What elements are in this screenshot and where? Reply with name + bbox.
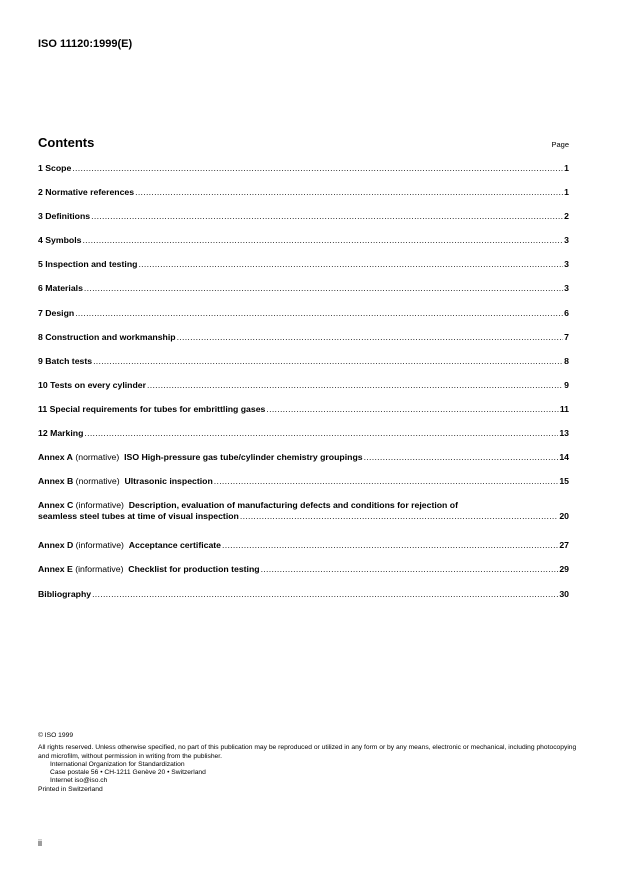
toc-entry-page: 1	[564, 163, 569, 173]
dot-leader	[266, 404, 558, 415]
toc-entry-title-continued: seamless steel tubes at time of visual inspection	[38, 511, 239, 522]
annex-label: Annex A	[38, 452, 73, 463]
toc-entry-page: 27	[559, 540, 569, 551]
toc-entry-page: 29	[559, 564, 569, 575]
annex-label: Annex C	[38, 500, 74, 511]
toc-entry-annex-b[interactable]	[38, 476, 569, 500]
annex-type: (normative)	[75, 452, 120, 463]
annex-label: Annex E	[38, 564, 73, 575]
toc-entry-annex-c[interactable]	[38, 500, 569, 540]
page-number: ii	[38, 838, 42, 848]
toc-entry[interactable]	[38, 283, 569, 307]
toc-entry-title: 7 Design	[38, 307, 75, 318]
toc-entry-title: Checklist for production testing	[128, 564, 260, 575]
toc-entry[interactable]	[38, 428, 569, 452]
toc-entry-title: 9 Batch tests	[38, 355, 93, 366]
dot-leader	[84, 283, 563, 294]
toc-entry-title: 3 Definitions	[38, 211, 91, 222]
toc-entry-page: 8	[564, 355, 569, 366]
toc-entry-title: Description, evaluation of manufacturing defects and conditions for rejection of	[128, 500, 458, 511]
toc-entry-page: 2	[564, 211, 569, 222]
toc-entry-title: 11 Special requirements for tubes for embrittling gases	[38, 403, 266, 414]
toc-entry-annex-d[interactable]	[38, 540, 569, 564]
toc-entry[interactable]	[38, 332, 569, 356]
toc-entry[interactable]	[38, 308, 569, 332]
toc-entry-page: 3	[564, 283, 569, 294]
toc-entry-title: Bibliography	[38, 588, 92, 599]
toc-entry-title: 6 Materials	[38, 283, 83, 294]
toc-entry-title: Ultrasonic inspection	[124, 476, 213, 487]
dot-leader	[82, 235, 563, 246]
dot-leader	[91, 211, 563, 222]
toc-entry[interactable]	[38, 163, 569, 187]
postal-address: Case postale 56 • CH-1211 Genève 20 • Switzerland	[50, 769, 206, 777]
annex-type: (informative)	[75, 540, 124, 551]
dot-leader	[138, 259, 563, 270]
toc-entry-title: 1 Scope	[38, 163, 72, 173]
toc-entry-page: 1	[564, 187, 569, 198]
toc-entry-page: 11	[559, 403, 569, 414]
dot-leader	[222, 540, 558, 551]
toc-entry-title: 8 Construction and workmanship	[38, 331, 176, 342]
organization-name: International Organization for Standardization	[50, 760, 185, 768]
toc-entry-annex-a[interactable]	[38, 452, 569, 476]
rights-statement: All rights reserved. Unless otherwise specified, no part of this publication may be reproduced or utilized in any form or by any means, electronic or mechanical, including photocopying and microfilm, without permission in writing from the publisher.	[38, 744, 577, 760]
internet-contact[interactable]: Internet iso@iso.ch	[50, 777, 108, 785]
toc-entry[interactable]	[38, 356, 569, 380]
annex-type: (informative)	[75, 564, 124, 575]
dot-leader	[147, 380, 563, 391]
toc-entry[interactable]	[38, 211, 569, 235]
toc-entry-page: 13	[559, 428, 569, 439]
dot-leader	[261, 564, 559, 575]
annex-type: (normative)	[75, 476, 120, 487]
printed-in: Printed in Switzerland	[38, 785, 103, 793]
toc-entry-page: 9	[564, 379, 569, 390]
toc-entry-page: 30	[559, 588, 569, 599]
dot-leader	[92, 589, 558, 600]
dot-leader	[93, 356, 563, 367]
toc-entry[interactable]	[38, 187, 569, 211]
annex-label: Annex B	[38, 476, 74, 487]
toc-entry-bibliography[interactable]	[38, 589, 569, 613]
table-of-contents	[38, 163, 569, 613]
toc-entry-page: 3	[564, 235, 569, 246]
toc-entry-annex-e[interactable]	[38, 564, 569, 588]
toc-entry-page: 7	[564, 331, 569, 342]
dot-leader	[84, 428, 558, 439]
toc-entry-page: 20	[559, 511, 569, 522]
toc-entry[interactable]	[38, 380, 569, 404]
toc-entry-title: 5 Inspection and testing	[38, 259, 138, 270]
toc-entry-title: 10 Tests on every cylinder	[38, 379, 147, 390]
toc-entry-page: 3	[564, 259, 569, 270]
document-id-header: ISO 11120:1999(E)	[38, 38, 133, 50]
toc-entry-title: 12 Marking	[38, 428, 84, 439]
dot-leader	[72, 163, 563, 174]
annex-type: (informative)	[75, 500, 124, 511]
toc-entry[interactable]	[38, 404, 569, 428]
dot-leader	[177, 332, 564, 343]
toc-entry[interactable]	[38, 235, 569, 259]
dot-leader	[240, 511, 558, 522]
toc-entry-title: 2 Normative references	[38, 187, 135, 198]
toc-entry-page: 14	[559, 452, 569, 463]
page-column-label: Page	[551, 140, 569, 149]
annex-label: Annex D	[38, 540, 74, 551]
copyright-symbol-line: © ISO 1999	[38, 732, 74, 739]
dot-leader	[214, 476, 559, 487]
toc-entry-page: 15	[559, 476, 569, 487]
toc-entry[interactable]	[38, 259, 569, 283]
toc-entry-title: ISO High-pressure gas tube/cylinder chemistry groupings	[124, 452, 363, 463]
copyright-notice	[38, 732, 583, 794]
toc-entry-title: 4 Symbols	[38, 235, 82, 246]
contents-heading: Contents	[38, 135, 95, 150]
dot-leader	[364, 452, 559, 463]
toc-entry-title: Acceptance certificate	[128, 540, 222, 551]
dot-leader	[75, 308, 563, 319]
toc-entry-page: 6	[564, 307, 569, 318]
dot-leader	[135, 187, 563, 198]
